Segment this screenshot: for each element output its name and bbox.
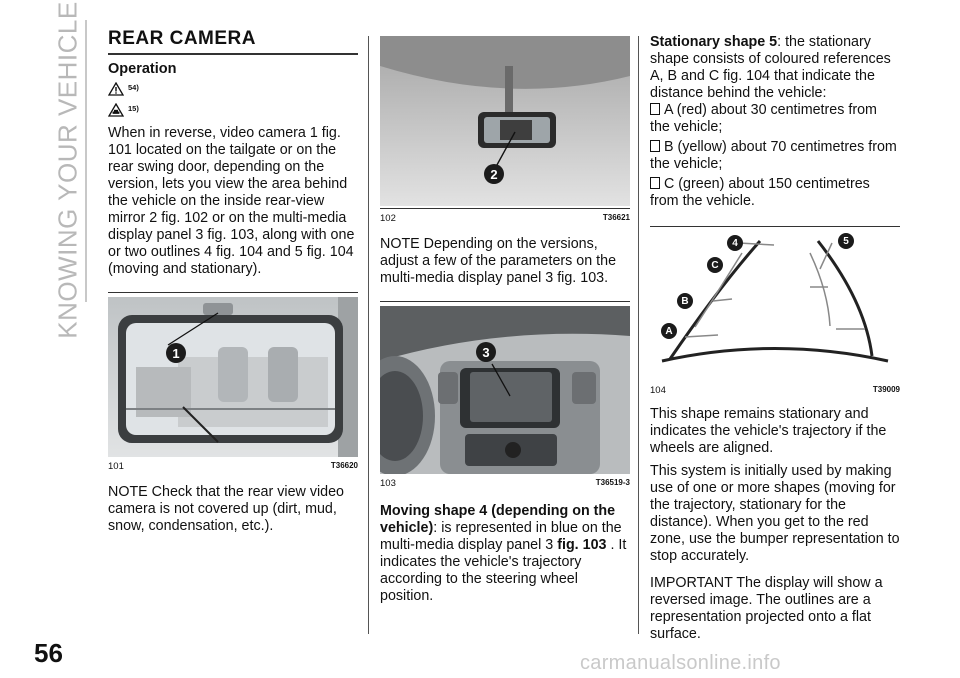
info-ref [108, 101, 358, 119]
section-tab-rule [85, 20, 87, 302]
car-triangle-icon [108, 103, 124, 117]
figure-number: 104 [650, 385, 666, 396]
column-3 [650, 34, 900, 643]
moving-shape-fig-ref: fig. 103 [557, 537, 607, 553]
column-1 [108, 28, 358, 535]
figure-code: T36621 [602, 213, 630, 222]
figure-code: T36519-3 [595, 478, 630, 487]
list-item-text: B (yellow) about 70 centimetres from the vehicle; [650, 139, 897, 172]
figure-102-caption [380, 209, 630, 224]
label-5: 5 [838, 233, 854, 249]
figure-101-image [108, 297, 358, 457]
figure-104-image [650, 231, 900, 381]
page-number: 56 [34, 638, 63, 668]
note-paragraph: NOTE Check that the rear view video camera is not covered up (dirt, mud, snow, condensation, etc.). [108, 484, 344, 534]
callout-2: 2 [484, 164, 504, 184]
figure-103-caption [380, 474, 630, 489]
figure-number: 102 [380, 213, 396, 224]
figure-code: T36620 [330, 461, 358, 470]
column-divider [368, 36, 369, 634]
warning-triangle-icon [108, 82, 124, 96]
rear-view-mirror-illustration [380, 36, 630, 206]
watermark: carmanualsonline.info [580, 652, 781, 674]
figure-104-caption [650, 381, 900, 396]
stationary-shape-heading: Stationary shape 5 [650, 34, 778, 50]
callout-3: 3 [476, 342, 496, 362]
list-item-text: C (green) about 150 centimetres from the vehicle. [650, 176, 870, 209]
note-paragraph: NOTE Depending on the versions, adjust a few of the parameters on the multi-media display panel 3 fig. 103. [380, 236, 617, 286]
checkbox-bullet-icon [650, 103, 660, 115]
section-tab-label: KNOWING YOUR VEHICLE [52, 1, 83, 339]
checkbox-bullet-icon [650, 177, 660, 189]
list-item [650, 176, 900, 210]
figure-rule [650, 226, 900, 227]
list-item [650, 139, 900, 173]
list-item-text: A (red) about 30 centimetres from the vehicle; [650, 102, 877, 135]
section-tab [48, 1, 88, 339]
info-ref-label: 15) [128, 103, 139, 113]
column-2 [380, 36, 630, 605]
intro-paragraph: When in reverse, video camera 1 fig. 101 located on the tailgate or on the rear swing door, depending on the version, lets you view the area behind the vehicle on the inside rear-view mirror 2 fig. 102 or on the multi-media display panel 3 fig. 103, along with one or two outlines 4 fig. 104 and 5 fig. 104 (moving and stationary). [108, 125, 355, 277]
figure-number: 103 [380, 478, 396, 489]
warning-ref [108, 80, 358, 98]
figure-number: 101 [108, 461, 124, 472]
stationary-shape-paragraph [650, 34, 900, 102]
warning-ref-label: 54) [128, 82, 139, 92]
moving-shape-text: : is represented in blue on the multi-media display panel 3 [380, 520, 622, 553]
rear-door-illustration [108, 297, 358, 457]
dashboard-display-illustration [380, 306, 630, 474]
section-title: REAR CAMERA [108, 28, 256, 49]
stationary-shape-text: : the stationary shape consists of coloured references A, B and C fig. 104 that indicate the distance behind the vehicle: [650, 34, 891, 101]
paragraph: This system is initially used by making use of one or more shapes (moving for the trajectory, stationary for the distance). When you get to the red zone, use the bumper representation to stop accurately. [650, 463, 900, 564]
callout-1: 1 [166, 343, 186, 363]
figure-rule [108, 292, 358, 293]
label-c: C [707, 257, 723, 273]
figure-101-caption [108, 457, 358, 472]
figure-rule [380, 301, 630, 302]
moving-shape-heading: Moving shape 4 (depending on the vehicle) [380, 503, 616, 536]
title-rule [108, 53, 358, 55]
figure-102-image [380, 36, 630, 206]
label-4: 4 [727, 235, 743, 251]
list-item [650, 102, 900, 136]
important-paragraph: IMPORTANT The display will show a reversed image. The outlines are a representation projected onto a flat surface. [650, 575, 883, 642]
checkbox-bullet-icon [650, 140, 660, 152]
column-divider [638, 36, 639, 634]
figure-103-image [380, 306, 630, 474]
label-a: A [661, 323, 677, 339]
subsection-title: Operation [108, 61, 177, 77]
moving-shape-text-end: . It indicates the vehicle's trajectory according to the steering wheel position. [380, 537, 627, 604]
label-b: B [677, 293, 693, 309]
paragraph: This shape remains stationary and indicates the vehicle's trajectory if the wheels are aligned. [650, 406, 887, 456]
figure-code: T39009 [872, 385, 900, 394]
moving-shape-paragraph [380, 503, 630, 605]
